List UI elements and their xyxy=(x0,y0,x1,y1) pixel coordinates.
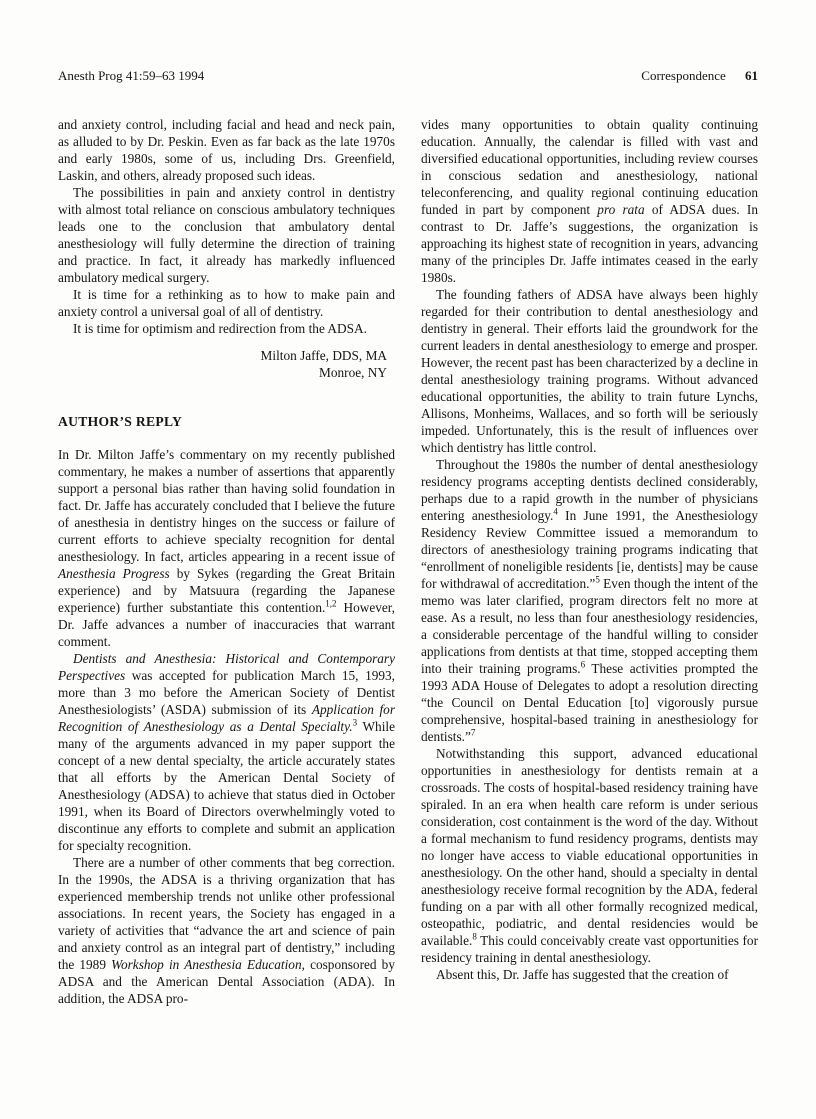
body-text: Even though the intent of the memo was later clarified, program directors felt no more at ease. As a result, no less than four anesthesiology residencies, a considerable percentage of the handful willing to consider applications from dentists at that time, stopped accepting them into their training programs. xyxy=(421,576,758,676)
signature-line: Milton Jaffe, DDS, MA xyxy=(260,348,387,363)
italic-text: Anesthesia Progress xyxy=(58,566,170,581)
body-text: vides many opportunities to obtain quality continuing education. Annually, the calendar is filled with vast and diversified educational opportunities, including review courses in conscious sedation and anesthesiology, national teleconferencing, and quality regional continuing education funded in part by component xyxy=(421,117,758,217)
body-text: In June 1991, the Anesthesiology Residency Review Committee issued a memorandum to directors of anesthesiology training programs indicating that “enrollment of noneligible residents [ie, dentists] may be cause for withdrawal of accreditation.” xyxy=(421,508,758,591)
body-text: In Dr. Milton Jaffe’s commentary on my recently published commentary, he makes a number of assertions that apparently support a personal bias rather than having solid foundation in fact. Dr. Jaffe has accurately concluded that I believe the future of anesthesia in dentistry hinges on the success or failure of current efforts to achieve specialty recognition for dental anesthesiology. In fact, articles appearing in a recent issue of xyxy=(58,447,395,564)
body-text: The possibilities in pain and anxiety control in dentistry with almost total reliance on conscious ambulatory techniques leads one to the conclusion that ambulatory dental anesthesiology will fully determine the direction of training and practice. In fact, it already has markedly influenced ambulatory medical surgery. xyxy=(58,185,395,285)
reference-superscript: 4 xyxy=(553,506,558,517)
body-text: It is time for a rethinking as to how to make pain and anxiety control a universal goal of all of dentistry. xyxy=(58,287,395,319)
body-text: It is time for optimism and redirection from the ADSA. xyxy=(73,321,367,336)
header-right xyxy=(641,68,758,84)
body-text: Throughout the 1980s the number of dental anesthesiology residency programs accepting dentists declined considerably, perhaps due to a rapid growth in the number of physicians entering anesthesiology. xyxy=(421,457,758,523)
italic-text: pro rata xyxy=(597,202,645,217)
paragraph xyxy=(421,286,758,456)
body-text: was accepted for publication March 15, 1993, more than 3 mo before the American Society of Dentist Anesthesiologists’ (ASDA) submission of its xyxy=(58,668,395,717)
paragraph xyxy=(421,456,758,745)
paragraph xyxy=(421,966,758,983)
text-columns xyxy=(58,116,758,1007)
reference-superscript: 6 xyxy=(580,659,586,670)
signature-block xyxy=(58,347,395,381)
body-text: of ADSA dues. In contrast to Dr. Jaffe’s suggestions, the organization is approaching its highest state of recognition in years, advancing many of the principles Dr. Jaffe intimates ceased in the early 1980s. xyxy=(421,202,758,285)
paragraph xyxy=(421,745,758,966)
page-number: 61 xyxy=(745,68,758,83)
reference-superscript: 3 xyxy=(352,717,358,728)
reference-superscript: 1,2 xyxy=(325,598,337,609)
italic-text: Application for Recognition of Anesthesiology as a Dental Specialty. xyxy=(58,702,395,734)
italic-text: Workshop in Anesthesia Education, xyxy=(111,957,305,972)
authors-reply-heading: AUTHOR’S REPLY xyxy=(58,414,183,429)
body-text: by Sykes (regarding the Great Britain experience) and by Matsuura (regarding the Japanese experience) further substantiate this contention. xyxy=(58,566,395,615)
journal-reference: Anesth Prog 41:59–63 1994 xyxy=(58,68,205,83)
paragraph xyxy=(58,446,395,650)
body-text: Absent this, Dr. Jaffe has suggested that the creation of xyxy=(436,967,729,982)
left-column xyxy=(58,116,395,1007)
right-column xyxy=(421,116,758,1007)
body-text: While many of the arguments advanced in my paper support the concept of a new dental specialty, the article accurately states that all efforts by the American Dental Society of Anesthesiology (ADSA) to achieve that status died in October 1991, when its Board of Directors overwhelmingly voted to discontinue any efforts to complete and submit an application for specialty recognition. xyxy=(58,719,395,853)
body-text: These activities prompted the 1993 ADA House of Delegates to adopt a resolution directing “the Council on Dental Education [to] vigorously pursue comprehensive, hospital-based training in anesthesiology for dentists.” xyxy=(421,661,758,744)
reference-superscript: 5 xyxy=(595,574,600,585)
reference-superscript: 8 xyxy=(472,931,477,942)
paragraph xyxy=(58,854,395,1007)
paragraph xyxy=(58,650,395,854)
paragraph xyxy=(58,320,395,337)
paragraph xyxy=(421,116,758,286)
body-text: There are a number of other comments that beg correction. In the 1990s, the ADSA is a thriving organization that has experienced membership trends not unlike other professional associations. In recent years, the Society has engaged in a variety of activities that “advance the art and science of pain and anxiety control as an integral part of dentistry,” including the 1989 xyxy=(58,855,395,972)
body-text: and anxiety control, including facial and head and neck pain, as alluded to by Dr. Peskin. Even as far back as the late 1970s and early 1980s, some of us, including Drs. Greenfield, Laskin, and others, already proposed such ideas. xyxy=(58,117,395,183)
reference-superscript: 7 xyxy=(470,727,476,738)
paragraph xyxy=(58,116,395,184)
italic-text: Dentists and Anesthesia: Historical and Contemporary Perspectives xyxy=(58,651,395,683)
body-text: Notwithstanding this support, advanced educational opportunities in anesthesiology for dentists remain at a crossroads. The costs of hospital-based residency training have spiraled. In an era when health care reform is under serious consideration, cost containment is the word of the day. Without a formal mechanism to fund residency programs, dentists may no longer have access to viable educational opportunities in anesthesiology. On the other hand, should a specialty in dental anesthesiology receive formal recognition by the ADA, federal funding on a par with all other formally recognized medical, osteopathic, podiatric, and dental residencies would be available. xyxy=(421,746,758,948)
paragraph xyxy=(58,286,395,320)
body-text: This could conceivably create vast opportunities for residency training in dental anesthesiology. xyxy=(421,933,758,965)
body-text: The founding fathers of ADSA have always been highly regarded for their contribution to dental anesthesiology and dentistry in general. Their efforts laid the groundwork for the current leaders in dental anesthesiology to emerge and prosper. However, the recent past has been characterized by a decline in dental anesthesiology training programs. Without advanced educational opportunities, the ability to train future Lynchs, Allisons, Monheims, Wallaces, and so forth will be seriously impeded. Unfortunately, this is the result of influences over which dentistry has little control. xyxy=(421,287,758,455)
body-text: However, Dr. Jaffe advances a number of inaccuracies that warrant comment. xyxy=(58,600,395,649)
paragraph xyxy=(58,184,395,286)
body-text: cosponsored by ADSA and the American Dental Association (ADA). In addition, the ADSA pro- xyxy=(58,957,395,1006)
section-label: Correspondence xyxy=(641,68,726,83)
page-header xyxy=(58,68,758,84)
signature-line: Monroe, NY xyxy=(319,365,387,380)
